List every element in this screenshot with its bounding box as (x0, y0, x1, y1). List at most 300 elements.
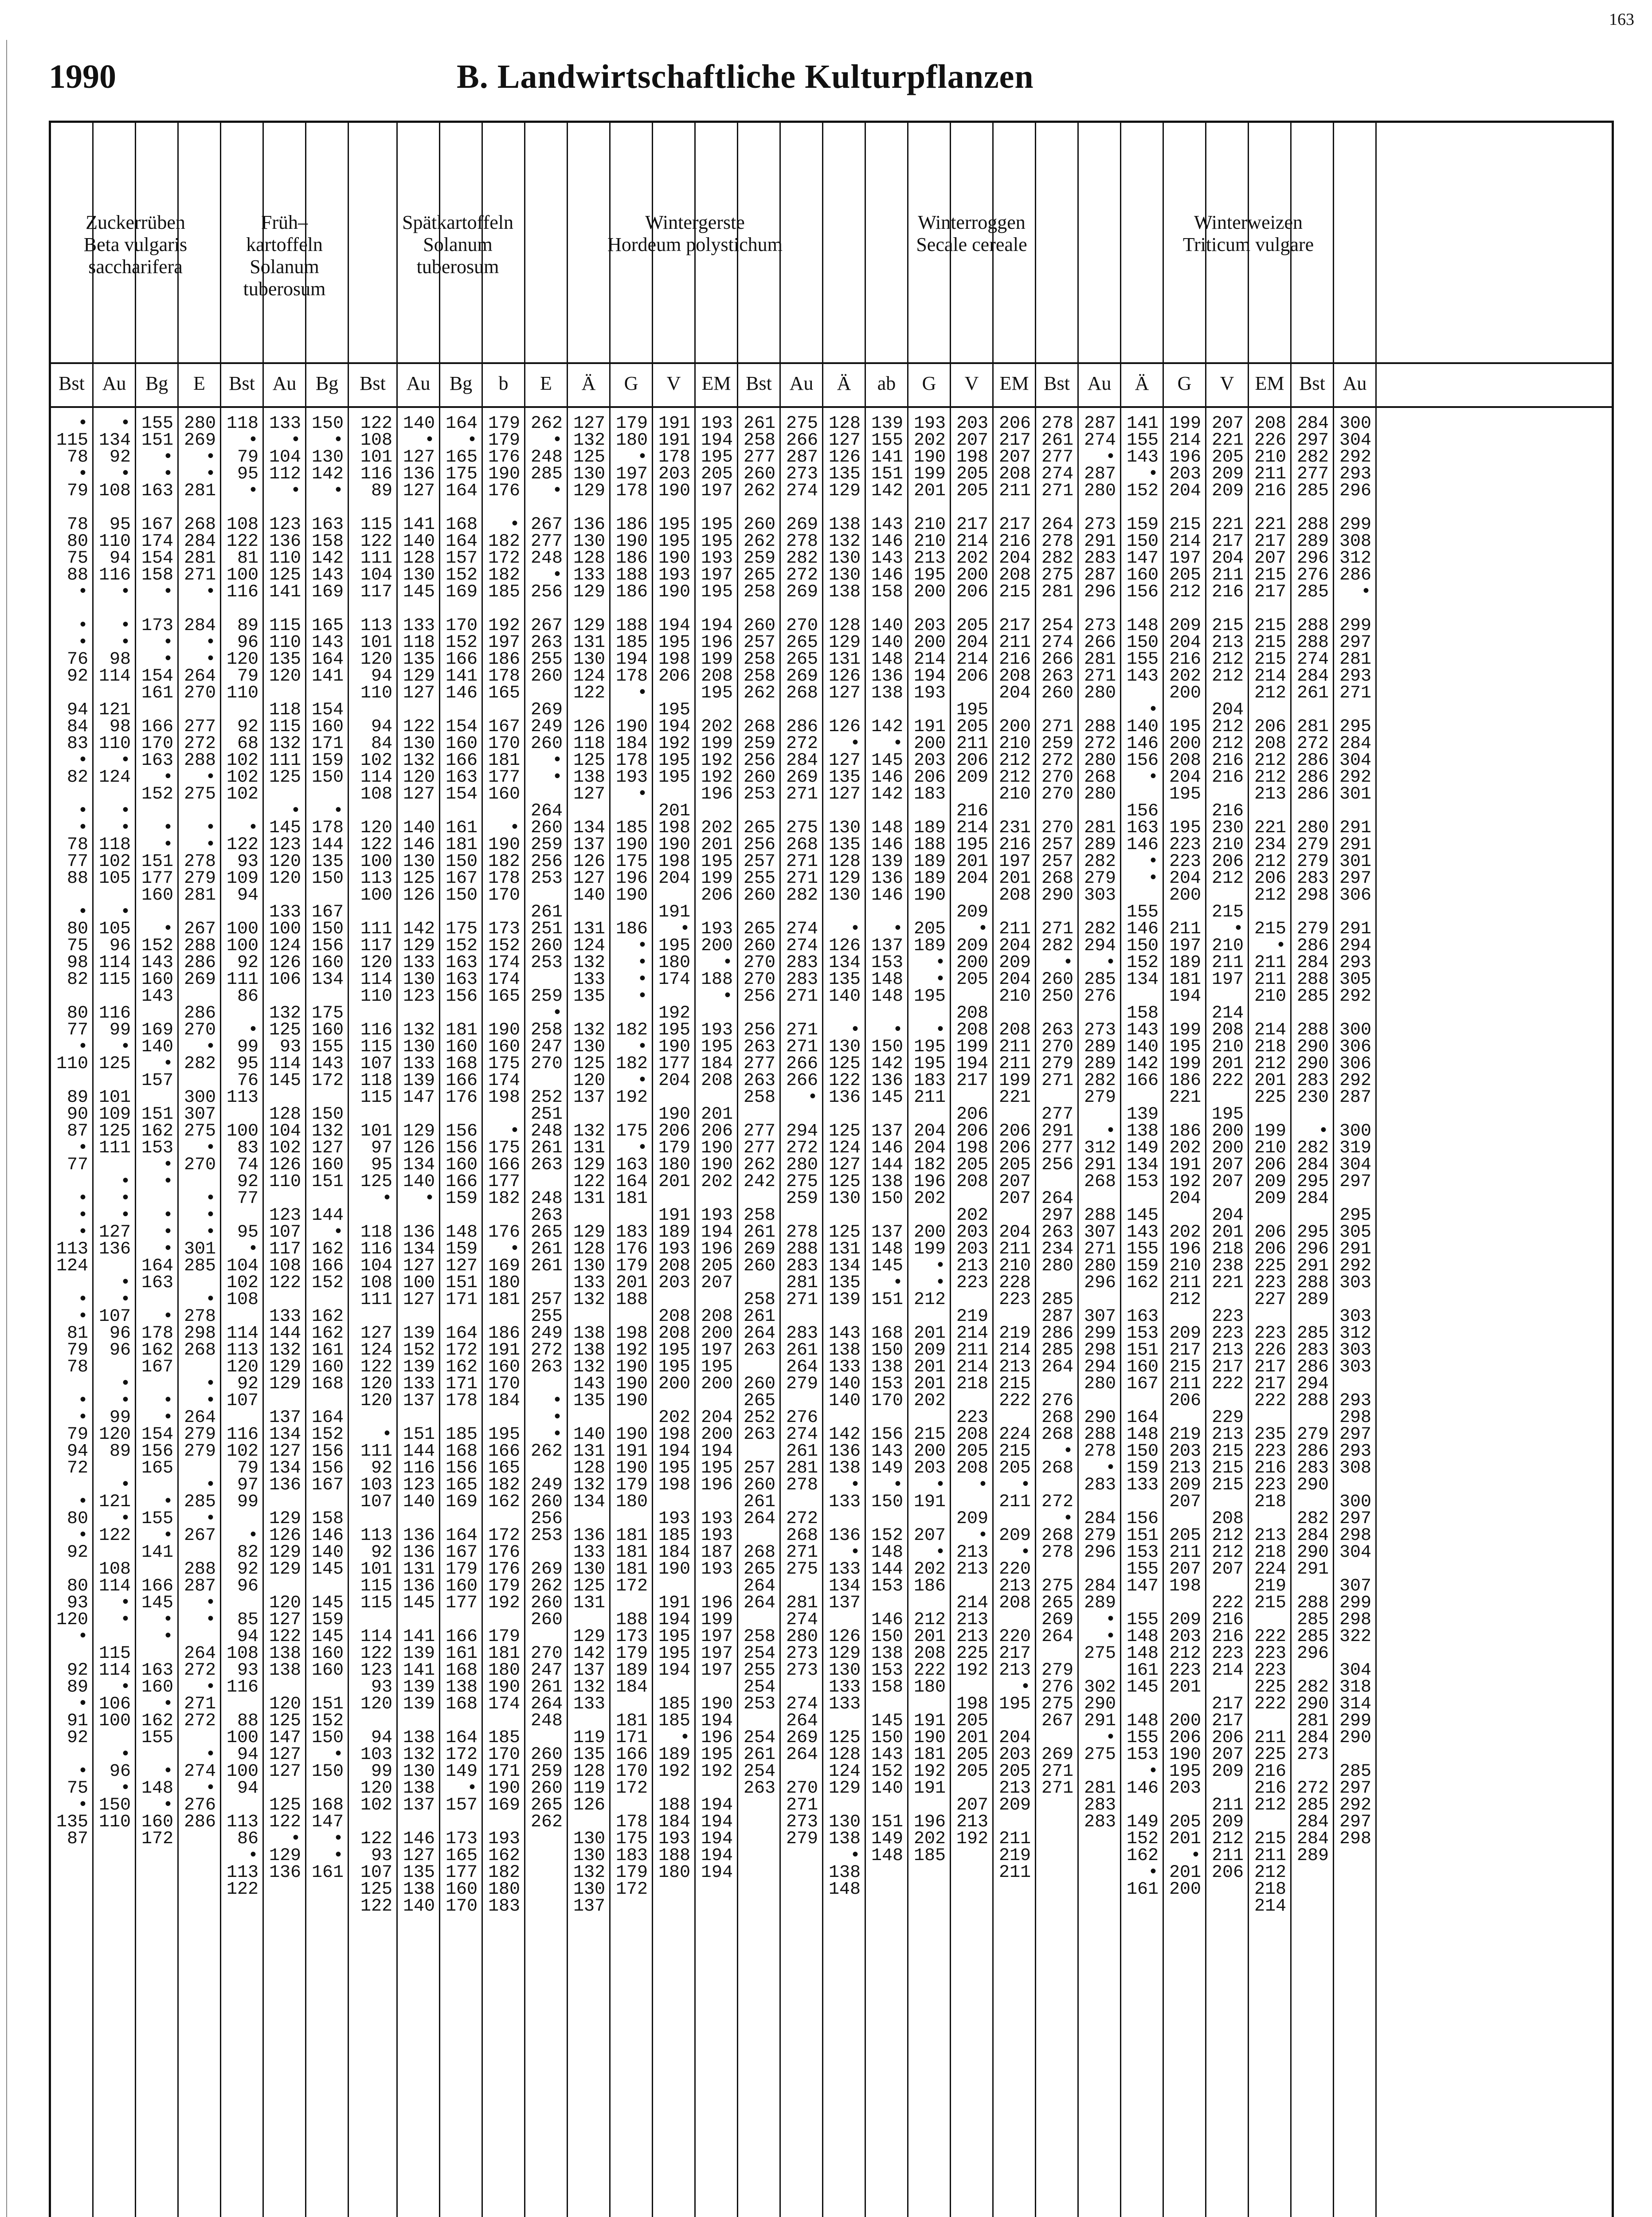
table-cell: 270 (184, 1020, 216, 1040)
table-cell: • (509, 1121, 520, 1141)
table-cell: 262 (530, 1812, 563, 1832)
table-cell: 79 (237, 447, 258, 467)
table-cell: 156 (311, 1458, 344, 1478)
table-cell: 276 (1296, 565, 1329, 585)
table-cell: 289 (1296, 532, 1329, 552)
table-cell: 133 (269, 1307, 301, 1327)
table-cell: 262 (530, 1441, 563, 1461)
table-cell: 168 (445, 1661, 478, 1680)
table-cell: 283 (786, 970, 818, 990)
table-cell: 162 (311, 1239, 344, 1259)
table-cell: 130 (573, 650, 605, 670)
table-cell: 126 (269, 1526, 301, 1546)
table-cell: 135 (311, 852, 344, 872)
table-cell: • (120, 818, 131, 838)
table-cell: 191 (658, 414, 690, 434)
table-cell: • (1360, 582, 1371, 602)
table-cell: 175 (488, 1054, 520, 1074)
table-cell: 102 (226, 768, 258, 787)
table-cell: 195 (701, 1745, 733, 1765)
table-cell: 92 (371, 1458, 392, 1478)
table-cell: 214 (956, 1593, 988, 1613)
table-cell: 102 (98, 852, 131, 872)
table-cell: 77 (67, 1155, 88, 1175)
table-cell: 211 (1254, 970, 1286, 990)
table-cell: 152 (141, 936, 173, 956)
table-cell: 303 (1339, 1357, 1371, 1377)
table-cell: 125 (269, 768, 301, 787)
table-cell: 216 (1211, 1627, 1244, 1647)
table-cell: 213 (956, 1256, 988, 1276)
column-header: V (964, 372, 979, 394)
table-cell: 206 (998, 1138, 1031, 1158)
table-cell: 251 (530, 919, 563, 939)
table-cell: • (1062, 1441, 1073, 1461)
table-cell: 176 (445, 1088, 478, 1108)
table-cell: • (935, 1256, 946, 1276)
table-cell: 205 (1169, 1812, 1201, 1832)
table-cell: 99 (109, 1408, 131, 1428)
table-cell: 188 (658, 1846, 690, 1866)
crop-data-table (49, 121, 1614, 2217)
table-cell: 205 (701, 1256, 733, 1276)
table-cell: 268 (1041, 1526, 1073, 1546)
table-cell: 169 (488, 1256, 520, 1276)
table-cell: 288 (1296, 616, 1329, 636)
table-cell: 289 (1084, 1593, 1116, 1613)
table-cell: 210 (998, 734, 1031, 754)
table-cell: 281 (1296, 717, 1329, 737)
table-cell: 203 (658, 1273, 690, 1293)
table-cell: 272 (786, 1509, 818, 1529)
table-cell: 275 (786, 818, 818, 838)
table-cell: 167 (141, 1357, 173, 1377)
table-cell: 123 (403, 1475, 435, 1495)
table-cell: 178 (488, 666, 520, 686)
table-cell: • (637, 447, 648, 467)
table-cell: 193 (701, 1020, 733, 1040)
table-cell: 145 (269, 1071, 301, 1091)
table-cell: • (205, 818, 216, 838)
table-cell: 215 (1211, 1475, 1244, 1495)
table-cell: 299 (1339, 616, 1371, 636)
table-cell: 264 (1041, 1627, 1073, 1647)
table-cell: 124 (573, 666, 605, 686)
table-cell: 292 (1339, 447, 1371, 467)
table-cell: 212 (913, 1290, 946, 1310)
table-cell: 155 (1126, 1239, 1159, 1259)
table-cell: 172 (141, 1829, 173, 1849)
table-cell: 209 (1211, 464, 1244, 484)
table-cell: 152 (141, 784, 173, 804)
table-cell: 208 (998, 1593, 1031, 1613)
table-cell: 190 (615, 835, 648, 855)
table-cell: 265 (743, 919, 775, 939)
table-cell: 150 (311, 1762, 344, 1782)
table-cell: 145 (141, 1593, 173, 1613)
table-cell: 155 (1126, 1610, 1159, 1630)
table-cell: 205 (956, 616, 988, 636)
table-cell: 273 (1296, 1745, 1329, 1765)
table-cell: 304 (1339, 751, 1371, 771)
table-cell: 179 (615, 1644, 648, 1664)
table-cell: 160 (311, 1020, 344, 1040)
table-cell: 301 (184, 1239, 216, 1259)
table-cell: 225 (1254, 1256, 1286, 1276)
table-cell: 150 (311, 414, 344, 434)
table-cell: 292 (1339, 1071, 1371, 1091)
table-cell: 296 (1084, 582, 1116, 602)
table-cell: • (247, 1846, 258, 1866)
table-cell: 215 (1254, 565, 1286, 585)
table-cell: • (679, 1728, 690, 1748)
table-cell: 257 (1041, 835, 1073, 855)
table-cell: 206 (1254, 1155, 1286, 1175)
table-cell: 150 (1126, 1441, 1159, 1461)
table-cell: 262 (743, 481, 775, 501)
table-cell: 230 (1211, 818, 1244, 838)
table-cell: 190 (658, 481, 690, 501)
table-cell: • (120, 1189, 131, 1209)
table-cell: • (1020, 1543, 1031, 1563)
table-cell: 140 (1126, 717, 1159, 737)
table-cell: 270 (786, 1778, 818, 1798)
table-cell: 285 (1296, 582, 1329, 602)
table-cell: 142 (403, 919, 435, 939)
table-cell: 125 (360, 1880, 392, 1900)
table-cell: 101 (360, 633, 392, 653)
table-cell: 137 (828, 1593, 861, 1613)
table-cell: 164 (445, 1324, 478, 1344)
table-cell: 198 (488, 1088, 520, 1108)
table-cell: 116 (360, 464, 392, 484)
table-cell: 294 (1084, 936, 1116, 956)
table-cell: 149 (445, 1762, 478, 1782)
table-cell: 138 (828, 515, 861, 535)
table-cell: 128 (828, 414, 861, 434)
table-cell: 80 (67, 1003, 88, 1023)
table-cell: • (552, 481, 563, 501)
table-cell: 155 (1126, 650, 1159, 670)
table-cell: 204 (998, 1728, 1031, 1748)
table-cell: 125 (573, 1054, 605, 1074)
table-cell: 284 (1296, 414, 1329, 434)
table-cell: 130 (573, 1829, 605, 1849)
table-cell: 206 (1254, 1239, 1286, 1259)
table-cell: • (333, 1745, 344, 1765)
table-cell: • (637, 970, 648, 990)
table-cell: 209 (998, 953, 1031, 973)
table-cell: 191 (658, 1206, 690, 1226)
table-cell: 205 (956, 717, 988, 737)
table-cell: 212 (1211, 717, 1244, 737)
table-cell: 291 (1339, 919, 1371, 939)
table-cell: 249 (530, 1324, 563, 1344)
table-cell: 94 (67, 700, 88, 720)
table-cell: 143 (1126, 1222, 1159, 1242)
table-cell: 274 (786, 481, 818, 501)
table-cell: 162 (488, 1492, 520, 1512)
table-cell: 138 (445, 1677, 478, 1697)
table-cell: 160 (488, 1357, 520, 1377)
table-cell: 270 (1041, 768, 1073, 787)
table-cell: 118 (573, 734, 605, 754)
table-cell: 190 (658, 1105, 690, 1124)
table-cell: 134 (828, 953, 861, 973)
table-cell: • (1105, 1458, 1116, 1478)
table-cell: 197 (701, 1627, 733, 1647)
table-cell: 279 (1041, 1054, 1073, 1074)
table-cell: 265 (530, 1795, 563, 1815)
table-cell: 130 (828, 565, 861, 585)
table-cell: 124 (828, 1762, 861, 1782)
table-cell: 150 (1126, 936, 1159, 956)
table-cell: 215 (1211, 902, 1244, 922)
table-cell: 127 (573, 784, 605, 804)
table-cell: 216 (1169, 650, 1201, 670)
table-cell: 137 (269, 1408, 301, 1428)
table-cell: 102 (269, 1138, 301, 1158)
table-cell: • (247, 1020, 258, 1040)
table-cell: 192 (701, 1762, 733, 1782)
table-cell: 132 (269, 1003, 301, 1023)
table-cell: 203 (998, 1745, 1031, 1765)
table-cell: 281 (1084, 818, 1116, 838)
table-cell: 282 (1296, 1138, 1329, 1158)
table-cell: 136 (828, 1441, 861, 1461)
table-cell: 143 (141, 953, 173, 973)
table-cell: 196 (615, 869, 648, 889)
table-cell: 136 (828, 1526, 861, 1546)
table-cell: 268 (1084, 1172, 1116, 1192)
table-cell: 127 (269, 1762, 301, 1782)
table-cell: 271 (786, 1290, 818, 1310)
table-cell: 169 (141, 1020, 173, 1040)
table-cell: 206 (1254, 1222, 1286, 1242)
table-cell: 210 (998, 1256, 1031, 1276)
table-cell: • (205, 1475, 216, 1495)
table-cell: 184 (488, 1391, 520, 1411)
table-cell: 183 (488, 1896, 520, 1916)
table-cell: 292 (1339, 1795, 1371, 1815)
table-cell: 193 (658, 1239, 690, 1259)
table-cell: 192 (658, 1762, 690, 1782)
table-cell: 94 (371, 666, 392, 686)
table-cell: • (205, 1222, 216, 1242)
table-cell: 269 (184, 431, 216, 450)
table-cell: 104 (360, 565, 392, 585)
table-cell: 191 (1169, 1155, 1201, 1175)
table-cell: 181 (488, 1290, 520, 1310)
table-cell: 304 (1339, 1155, 1371, 1175)
table-cell: 280 (1084, 481, 1116, 501)
table-cell: 150 (871, 1627, 903, 1647)
table-cell: 161 (141, 683, 173, 703)
table-cell: 115 (360, 1088, 392, 1108)
table-cell: 188 (913, 835, 946, 855)
table-cell: 262 (530, 1576, 563, 1596)
table-cell: • (120, 801, 131, 821)
table-cell: 289 (1084, 835, 1116, 855)
table-cell: 190 (488, 1778, 520, 1798)
table-cell: 207 (913, 1526, 946, 1546)
table-cell: 281 (1296, 1711, 1329, 1731)
table-cell: 270 (184, 683, 216, 703)
table-cell: 145 (311, 1559, 344, 1579)
table-cell: 208 (658, 1307, 690, 1327)
table-cell: 193 (701, 1509, 733, 1529)
table-cell: 217 (1254, 1374, 1286, 1394)
table-cell: • (162, 768, 173, 787)
table-cell: 298 (1339, 1829, 1371, 1849)
table-cell: 126 (573, 717, 605, 737)
table-cell: 83 (67, 734, 88, 754)
table-cell: 213 (956, 1627, 988, 1647)
table-cell: 180 (615, 1492, 648, 1512)
table-cell: 216 (1211, 1610, 1244, 1630)
table-cell: • (977, 1526, 988, 1546)
table-cell: 100 (226, 1728, 258, 1748)
table-cell: 193 (701, 919, 733, 939)
crop-name-line: tuberosum (416, 256, 499, 278)
table-cell: 221 (998, 1088, 1031, 1108)
table-cell: 212 (1254, 751, 1286, 771)
table-cell: 131 (403, 1559, 435, 1579)
table-cell: 127 (828, 784, 861, 804)
table-cell: 125 (573, 1576, 605, 1596)
table-cell: 269 (786, 666, 818, 686)
table-cell: 92 (237, 1559, 258, 1579)
table-cell: 213 (956, 1610, 988, 1630)
table-cell: 265 (743, 1391, 775, 1411)
table-cell: 271 (1041, 717, 1073, 737)
table-cell: 120 (360, 1778, 392, 1798)
table-cell: 193 (658, 1829, 690, 1849)
table-cell: • (205, 1745, 216, 1765)
table-cell: 209 (956, 902, 988, 922)
table-cell: 120 (360, 1374, 392, 1394)
table-cell: 271 (786, 987, 818, 1007)
table-cell: 291 (1296, 1256, 1329, 1276)
table-cell: 181 (615, 1711, 648, 1731)
table-cell: • (935, 1475, 946, 1495)
table-cell: 115 (360, 1576, 392, 1596)
table-cell: 134 (269, 1458, 301, 1478)
table-cell: 161 (1126, 1661, 1159, 1680)
table-cell: 211 (1254, 953, 1286, 973)
table-cell: 279 (184, 869, 216, 889)
table-cell: 120 (56, 1610, 88, 1630)
table-cell: 263 (743, 1037, 775, 1057)
table-cell: 169 (488, 1795, 520, 1815)
table-cell: 116 (98, 1003, 131, 1023)
table-cell: 212 (1254, 1054, 1286, 1074)
table-cell: 208 (1254, 734, 1286, 754)
table-cell: 166 (141, 1576, 173, 1596)
table-cell: 93 (371, 1846, 392, 1866)
table-cell: 206 (913, 768, 946, 787)
table-cell: 220 (998, 1559, 1031, 1579)
table-cell: 155 (1126, 902, 1159, 922)
table-cell: 205 (1169, 1526, 1201, 1546)
table-cell: 125 (828, 1728, 861, 1748)
table-cell: 200 (1169, 683, 1201, 703)
table-cell: 210 (913, 515, 946, 535)
table-cell: 257 (530, 1290, 563, 1310)
table-cell: 186 (488, 650, 520, 670)
table-cell: 254 (1041, 616, 1073, 636)
table-cell: 143 (828, 1324, 861, 1344)
table-cell: 162 (1126, 1273, 1159, 1293)
table-cell: 261 (530, 1239, 563, 1259)
table-cell: 274 (786, 936, 818, 956)
table-cell: 141 (403, 515, 435, 535)
table-cell: 185 (615, 633, 648, 653)
table-cell: 256 (530, 1509, 563, 1529)
table-cell: 116 (360, 1239, 392, 1259)
table-cell: 272 (1084, 734, 1116, 754)
table-cell: 192 (658, 1003, 690, 1023)
table-cell: 148 (871, 818, 903, 838)
table-cell: 190 (701, 1138, 733, 1158)
table-cell: 111 (360, 1441, 392, 1461)
table-cell: 146 (871, 532, 903, 552)
table-cell: 268 (184, 1340, 216, 1360)
table-cell: 307 (184, 1105, 216, 1124)
table-cell: 110 (360, 987, 392, 1007)
table-cell: • (637, 936, 648, 956)
table-cell: 222 (1254, 1694, 1286, 1714)
table-cell: 205 (1211, 447, 1244, 467)
table-cell: 143 (311, 1054, 344, 1074)
table-cell: 122 (98, 1526, 131, 1546)
table-cell: 136 (269, 1863, 301, 1883)
table-cell: 205 (956, 1155, 988, 1175)
table-cell: 205 (913, 919, 946, 939)
table-cell: • (1318, 1121, 1329, 1141)
table-cell: 278 (786, 1222, 818, 1242)
table-cell: 157 (445, 548, 478, 568)
table-cell: 200 (913, 1441, 946, 1461)
table-cell: 190 (913, 885, 946, 905)
table-cell: 258 (743, 582, 775, 602)
table-cell: 153 (871, 1374, 903, 1394)
table-cell: 204 (1169, 1189, 1201, 1209)
table-cell: 205 (956, 464, 988, 484)
table-cell: 290 (1296, 1475, 1329, 1495)
table-cell: 155 (1126, 1728, 1159, 1748)
table-cell: 128 (573, 548, 605, 568)
table-cell: 198 (956, 1694, 988, 1714)
crop-name-line: Solanum (250, 256, 319, 278)
table-cell: 210 (1254, 1138, 1286, 1158)
table-cell: 269 (786, 1728, 818, 1748)
table-cell: 100 (403, 1273, 435, 1293)
table-cell: 129 (828, 869, 861, 889)
table-cell: 255 (743, 869, 775, 889)
table-cell: 205 (998, 1155, 1031, 1175)
table-cell: 189 (1169, 953, 1201, 973)
table-cell: • (162, 1307, 173, 1327)
table-cell: 173 (615, 1627, 648, 1647)
table-cell: 283 (1084, 1475, 1116, 1495)
table-cell: 277 (743, 1121, 775, 1141)
table-cell: 155 (141, 1509, 173, 1529)
table-cell: 166 (141, 717, 173, 737)
table-cell: • (120, 1593, 131, 1613)
table-cell: 221 (1254, 818, 1286, 838)
table-cell: 138 (871, 683, 903, 703)
